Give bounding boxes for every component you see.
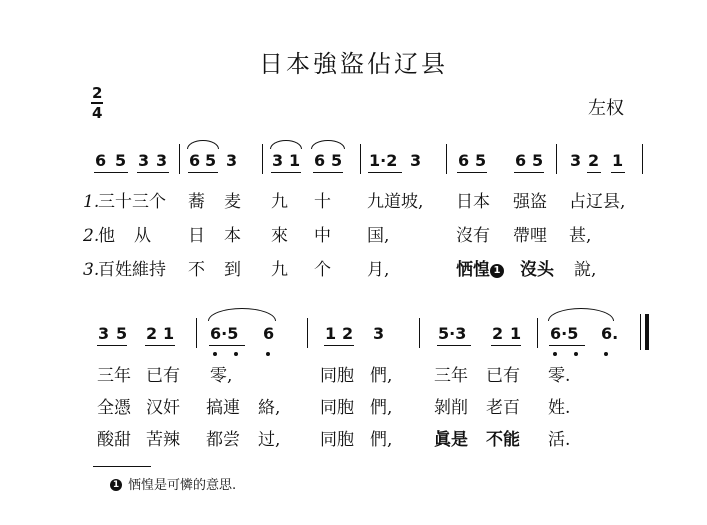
bar-line [537,318,538,348]
lyric-syllable: 零. [548,366,571,386]
lyric-syllable: 不 [188,260,205,280]
beam [324,345,354,346]
lyric-syllable: 到 [224,260,241,280]
note: 1·2 [369,151,398,170]
note: 1 [510,324,522,343]
lyric-verse-number: 3. [83,260,100,280]
bar-line [642,144,643,174]
lyric-syllable: 强盗 [513,192,547,212]
lyric-syllable: 麦 [224,192,241,212]
note: 5 [532,151,544,170]
lyric-syllable: 蕎 [188,192,205,212]
lyric-syllable: 百姓維持 [98,260,166,280]
lyric-syllable: 九道坡, [367,192,424,212]
beam [368,172,402,173]
low-octave-dot [553,352,557,356]
note: 2 [146,324,158,343]
note: 5 [115,151,127,170]
beam [209,345,245,346]
low-octave-dot [266,352,270,356]
note: 5 [331,151,343,170]
bar-line [179,144,180,174]
note: 6 [515,151,527,170]
note: 6·5 [550,324,579,343]
note: 3 [570,151,582,170]
beam [611,172,625,173]
note: 6 [458,151,470,170]
lyric-syllable: 剝削 [434,398,468,418]
final-bar-line [645,314,649,350]
footnote-text: 恓惶是可憐的意思. [128,478,237,493]
lyric-syllable: 苦辣 [146,430,180,450]
lyric-syllable: 日本 [456,192,490,212]
lyric-syllable: 十 [314,192,331,212]
tie [208,308,276,321]
lyric-syllable: 过, [258,430,281,450]
beam [271,172,301,173]
beam [457,172,487,173]
lyric-syllable: 三年 [434,366,468,386]
lyric-syllable: 搞連 [206,398,240,418]
beam [313,172,343,173]
lyric-syllable: 沒头 [520,260,554,280]
lyric-syllable: 同胞 [320,398,354,418]
note: 3 [156,151,168,170]
beam [94,172,128,173]
lyric-syllable: 国, [367,226,390,246]
lyric-syllable: 帶哩 [513,226,547,246]
note: 5·3 [438,324,467,343]
note: 5 [475,151,487,170]
note: 1 [612,151,624,170]
lyric-syllable: 日 [188,226,205,246]
lyric-syllable: 說, [574,260,597,280]
lyric-syllable: 不能 [486,430,520,450]
lyric-syllable: 占辽县, [569,192,626,212]
beam [97,345,127,346]
note: 1 [325,324,337,343]
lyric-syllable: 汉奸 [146,398,180,418]
note: 6·5 [210,324,239,343]
song-title: 日本強盜佔辽县 [259,50,448,78]
note: 6 [95,151,107,170]
bar-line [419,318,420,348]
bar-line [640,314,641,350]
bar-line [446,144,447,174]
footnote-marker: 1 [110,479,122,491]
beam [437,345,471,346]
lyric-verse-number: 2. [83,226,100,246]
note: 2 [492,324,504,343]
lyric-syllable: 九 [271,192,288,212]
lyric-syllable: 來 [271,226,288,246]
lyric-syllable: 沒有 [456,226,490,246]
note: 5 [116,324,128,343]
lyric-syllable: 酸甜 [97,430,131,450]
lyric-syllable: 从 [134,226,151,246]
note: 3 [138,151,150,170]
note: 6 [189,151,201,170]
lyric-syllable: 們, [370,366,393,386]
lyric-syllable: 三年 [97,366,131,386]
lyric-syllable: 活. [548,430,571,450]
lyric-syllable: 甚, [569,226,592,246]
note: 6 [263,324,275,343]
low-octave-dot [574,352,578,356]
lyric-syllable: 零, [210,366,233,386]
note: 3 [226,151,238,170]
low-octave-dot [213,352,217,356]
note: 3 [410,151,422,170]
footnote-marker: 1 [490,264,504,278]
bar-line [196,318,197,348]
beam [514,172,544,173]
low-octave-dot [604,352,608,356]
tie [270,140,302,149]
note: 3 [98,324,110,343]
lyric-syllable: 三十三个 [98,192,166,212]
bar-line [307,318,308,348]
lyric-syllable: 已有 [486,366,520,386]
lyric-syllable: 同胞 [320,430,354,450]
lyric-syllable: 他 [98,226,115,246]
note: 5 [205,151,217,170]
note: 3 [272,151,284,170]
note: 2 [342,324,354,343]
bar-line [360,144,361,174]
time-signature-denominator: 4 [92,104,103,122]
lyric-syllable: 都尝 [206,430,240,450]
footnote-rule [93,466,151,467]
tie [187,140,219,149]
beam [188,172,218,173]
lyric-syllable: 本 [224,226,241,246]
bar-line [556,144,557,174]
note: 6. [601,324,619,343]
lyric-syllable: 們, [370,430,393,450]
lyric-syllable [456,260,504,280]
note: 1 [289,151,301,170]
lyric-syllable: 月, [367,260,390,280]
tie [311,140,345,149]
beam [549,345,585,346]
lyric-syllable: 全憑 [97,398,131,418]
lyric-syllable: 眞是 [434,430,468,450]
low-octave-dot [234,352,238,356]
lyric-syllable: 同胞 [320,366,354,386]
beam [137,172,169,173]
note: 6 [314,151,326,170]
lyric-syllable: 們, [370,398,393,418]
note: 2 [588,151,600,170]
lyric-syllable: 九 [271,260,288,280]
bar-line [262,144,263,174]
beam [145,345,175,346]
lyric-syllable: 老百 [486,398,520,418]
beam [491,345,521,346]
lyric-syllable: 中 [314,226,331,246]
lyric-syllable-text: 恓惶 [456,260,490,280]
lyric-verse-number: 1. [83,192,100,212]
note: 1 [163,324,175,343]
lyric-syllable: 已有 [146,366,180,386]
lyric-syllable: 絡, [258,398,281,418]
composer: 左权 [588,98,624,119]
lyric-syllable: 个 [314,260,331,280]
footnote [110,478,236,494]
time-signature-numerator: 2 [92,84,103,102]
tie [548,308,614,321]
beam [587,172,601,173]
note: 3 [373,324,385,343]
lyric-syllable: 姓. [548,398,571,418]
